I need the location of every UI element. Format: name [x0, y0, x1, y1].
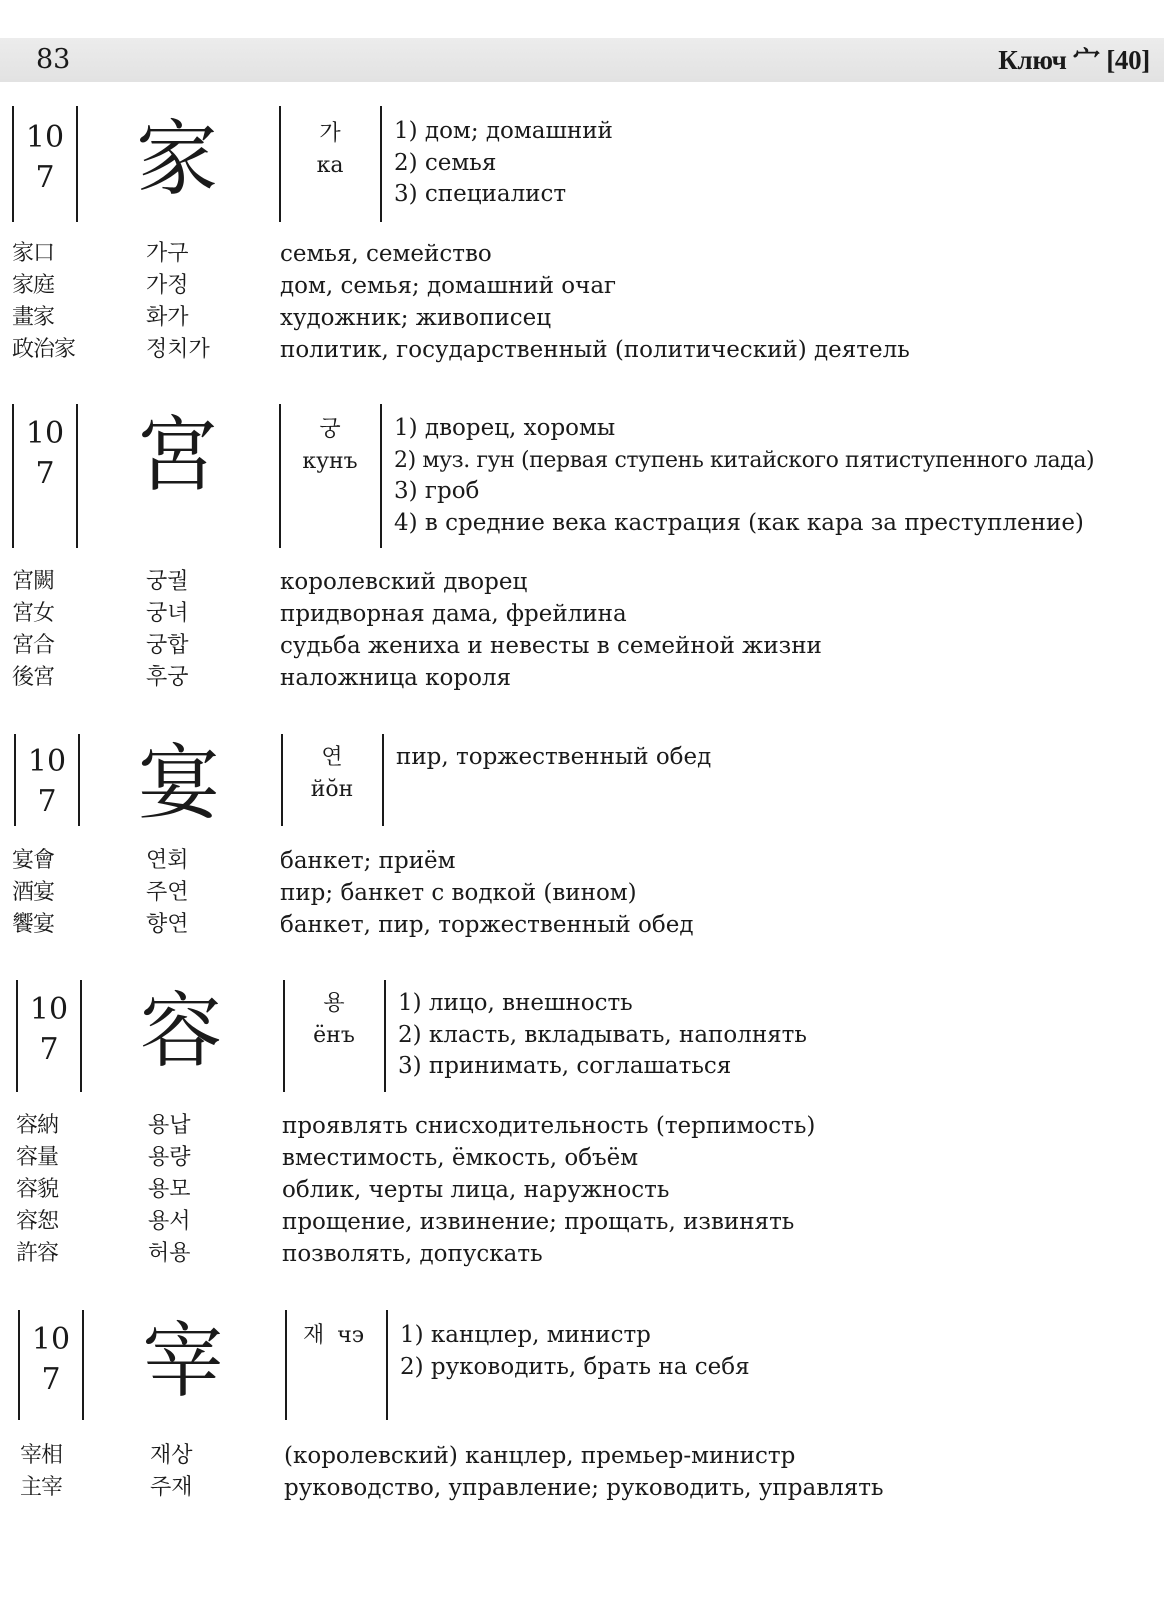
meaning-item: 3) специалист — [394, 181, 567, 207]
hanja-character: 宴 — [137, 736, 220, 831]
compound-hangul: 허용 — [148, 1241, 191, 1266]
hanja-character: 容 — [139, 984, 222, 1079]
vertical-rule — [384, 980, 386, 1092]
page-header-bar — [0, 38, 1164, 82]
compound-row — [0, 1440, 1164, 1472]
compound-hangul: 재상 — [150, 1443, 193, 1468]
vertical-rule — [82, 1310, 84, 1420]
compound-row — [0, 909, 1164, 941]
entry-header — [0, 106, 1164, 222]
vertical-rule — [78, 734, 80, 826]
compound-list — [0, 238, 1164, 366]
compound-hangul: 용서 — [148, 1209, 191, 1234]
compound-translation: банкет, пир, торжественный обед — [280, 912, 694, 938]
compound-translation: семья, семейство — [280, 241, 492, 267]
vertical-rule — [279, 404, 281, 548]
vertical-rule — [283, 980, 285, 1092]
compound-hanja: 後宮 — [12, 665, 55, 690]
compound-translation: банкет; приём — [280, 848, 456, 874]
hangul-reading: 재 — [303, 1323, 325, 1348]
compound-translation: руководство, управление; руководить, управлять — [284, 1475, 884, 1501]
compound-translation: художник; живописец — [280, 305, 551, 331]
compound-hanja: 容恕 — [16, 1209, 59, 1234]
compound-hanja: 酒宴 — [12, 880, 55, 905]
compound-hanja: 宮女 — [12, 601, 55, 626]
compound-hangul: 정치가 — [146, 337, 210, 362]
vertical-rule — [279, 106, 281, 222]
russian-reading: кунъ — [302, 449, 358, 474]
meaning-item: 1) дом; домашний — [394, 118, 613, 144]
compound-hangul: 주연 — [146, 880, 189, 905]
compound-translation: дом, семья; домашний очаг — [280, 273, 617, 299]
russian-reading: чэ — [337, 1323, 365, 1348]
compound-translation: вместимость, ёмкость, объём — [282, 1145, 639, 1171]
compound-hanja: 畫家 — [12, 305, 55, 330]
stroke-count-extra: 7 — [35, 456, 55, 491]
compound-row — [0, 1174, 1164, 1206]
meaning-item: 1) лицо, внешность — [398, 990, 633, 1016]
entry-header — [0, 404, 1164, 548]
compound-row — [0, 238, 1164, 270]
compound-hanja: 容納 — [16, 1113, 59, 1138]
meanings-list — [400, 1320, 750, 1383]
russian-reading: ка — [316, 153, 344, 178]
compound-translation: пир; банкет с водкой (вином) — [280, 880, 637, 906]
stroke-count-total: 10 — [25, 416, 65, 451]
compound-row — [0, 877, 1164, 909]
meaning-item: 2) класть, вкладывать, наполнять — [398, 1021, 807, 1048]
entry-header — [0, 1310, 1164, 1420]
meanings-list — [398, 988, 807, 1083]
russian-reading: йŏн — [310, 777, 354, 802]
stroke-count-total: 10 — [27, 744, 67, 779]
compound-row — [0, 1206, 1164, 1238]
compound-hanja: 家口 — [12, 241, 55, 266]
vertical-rule — [12, 404, 14, 548]
compound-hangul: 화가 — [146, 305, 189, 330]
compound-row — [0, 598, 1164, 630]
compound-translation: наложница короля — [280, 665, 512, 691]
compound-translation: проявлять снисходительность (терпимость) — [282, 1113, 816, 1139]
vertical-rule — [386, 1310, 388, 1420]
hanja-character: 家 — [135, 112, 218, 207]
compound-row — [0, 1472, 1164, 1504]
meanings-list — [394, 116, 613, 211]
compound-list — [0, 1440, 1164, 1504]
meaning-item: 2) семья — [394, 149, 497, 176]
vertical-rule — [76, 106, 78, 222]
compound-hangul: 가정 — [146, 273, 189, 298]
compound-row — [0, 662, 1164, 694]
compound-hanja: 宮合 — [12, 633, 55, 658]
vertical-rule — [80, 980, 82, 1092]
compound-row — [0, 302, 1164, 334]
compound-translation: позволять, допускать — [282, 1241, 543, 1267]
entry-header — [0, 734, 1164, 831]
compound-translation: придворная дама, фрейлина — [280, 601, 627, 627]
vertical-rule — [18, 1310, 20, 1420]
page-number: 83 — [36, 44, 71, 75]
compound-hangul: 용모 — [148, 1177, 191, 1202]
hangul-reading: 궁 — [319, 417, 341, 442]
compound-list — [0, 845, 1164, 941]
vertical-rule — [281, 734, 283, 826]
compound-row — [0, 334, 1164, 366]
compound-hangul: 궁녀 — [146, 601, 189, 626]
compound-hanja: 容量 — [16, 1145, 59, 1170]
reading-line — [303, 1320, 364, 1352]
vertical-rule — [380, 106, 382, 222]
compound-hanja: 家庭 — [12, 273, 55, 298]
compound-hangul: 궁궐 — [146, 569, 189, 594]
compound-row — [0, 566, 1164, 598]
meaning-item: 1) дворец, хоромы — [394, 415, 616, 441]
hangul-reading: 가 — [319, 121, 341, 146]
compound-list — [0, 566, 1164, 694]
stroke-count-total: 10 — [31, 1322, 71, 1357]
meaning-item: пир, торжественный обед — [396, 744, 712, 770]
hanja-character: 宰 — [141, 1314, 224, 1409]
compound-hangul: 용납 — [148, 1113, 191, 1138]
hangul-reading: 용 — [323, 991, 345, 1016]
hanja-character: 宮 — [135, 408, 218, 503]
compound-hanja: 宴會 — [12, 848, 55, 873]
entry-header — [0, 980, 1164, 1092]
compound-hangul: 궁합 — [146, 633, 189, 658]
compound-hangul: 향연 — [146, 912, 189, 937]
russian-reading: ёнъ — [313, 1023, 355, 1048]
vertical-rule — [76, 404, 78, 548]
compound-row — [0, 270, 1164, 302]
compound-hangul: 연회 — [146, 848, 189, 873]
compound-hanja: 許容 — [16, 1241, 59, 1266]
compound-row — [0, 1110, 1164, 1142]
compound-hanja: 主宰 — [20, 1475, 63, 1500]
compound-hangul: 주재 — [150, 1475, 193, 1500]
compound-hanja: 宰相 — [20, 1443, 63, 1468]
compound-list — [0, 1110, 1164, 1270]
compound-hanja: 宮闕 — [12, 569, 55, 594]
vertical-rule — [16, 980, 18, 1092]
meaning-item: 2) муз. гун (первая ступень китайского пятиступенного лада) — [394, 447, 1095, 473]
meaning-item: 2) руководить, брать на себя — [400, 1353, 750, 1380]
stroke-count-extra: 7 — [41, 1362, 61, 1397]
meanings-list — [394, 413, 1094, 539]
vertical-rule — [14, 734, 16, 826]
stroke-count-extra: 7 — [37, 784, 57, 819]
stroke-count-total: 10 — [29, 992, 69, 1027]
stroke-count-extra: 7 — [35, 160, 55, 195]
compound-translation: облик, черты лица, наружность — [282, 1177, 670, 1203]
radical-key-label: Ключ 宀 [40] — [998, 45, 1150, 75]
compound-translation: судьба жениха и невесты в семейной жизни — [280, 633, 822, 659]
compound-translation: (королевский) канцлер, премьер-министр — [284, 1443, 796, 1469]
compound-row — [0, 1238, 1164, 1270]
compound-row — [0, 630, 1164, 662]
compound-row — [0, 845, 1164, 877]
meaning-item: 4) в средние века кастрация (как кара за преступление) — [394, 509, 1084, 536]
compound-hanja: 容貌 — [16, 1177, 59, 1202]
meanings-list — [396, 742, 711, 774]
vertical-rule — [285, 1310, 287, 1420]
stroke-count-total: 10 — [25, 120, 65, 155]
vertical-rule — [380, 404, 382, 548]
vertical-rule — [382, 734, 384, 826]
compound-hangul: 가구 — [146, 241, 189, 266]
compound-hanja: 饗宴 — [12, 912, 55, 937]
meaning-item: 3) гроб — [394, 478, 480, 504]
vertical-rule — [12, 106, 14, 222]
compound-row — [0, 1142, 1164, 1174]
compound-hanja: 政治家 — [12, 337, 76, 362]
compound-hangul: 후궁 — [146, 665, 189, 690]
compound-translation: политик, государственный (политический) деятель — [280, 337, 910, 363]
meaning-item: 3) принимать, соглашаться — [398, 1053, 732, 1079]
meaning-item: 1) канцлер, министр — [400, 1322, 651, 1348]
compound-hangul: 용량 — [148, 1145, 191, 1170]
compound-translation: прощение, извинение; прощать, извинять — [282, 1209, 795, 1235]
compound-translation: королевский дворец — [280, 569, 528, 595]
stroke-count-extra: 7 — [39, 1032, 59, 1067]
hangul-reading: 연 — [321, 745, 343, 770]
